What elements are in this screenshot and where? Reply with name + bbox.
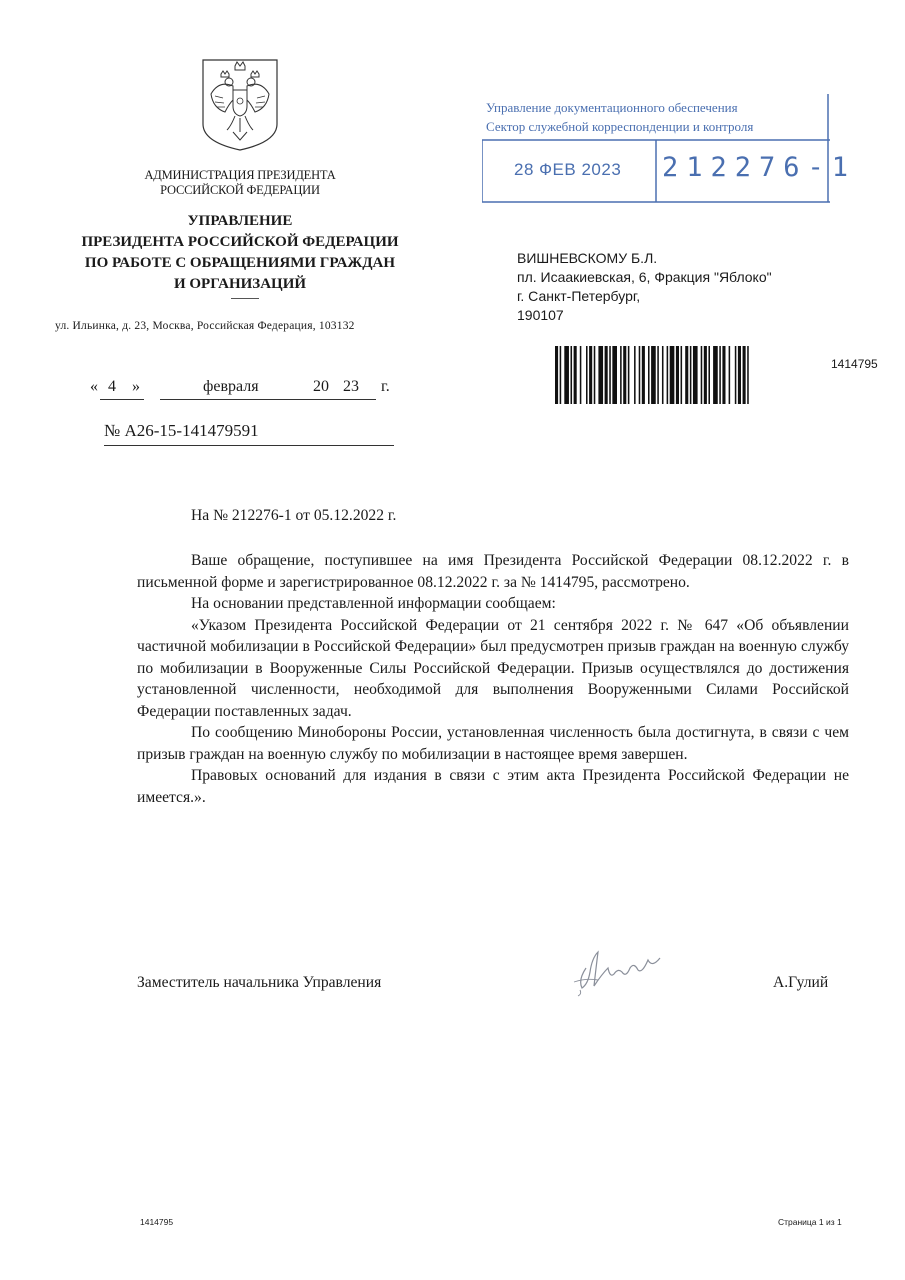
paragraph-5: Правовых оснований для издания в связи с этим акта Президента Российской Федерации не имеется.».: [137, 767, 849, 806]
barcode-bar: [594, 346, 596, 404]
reference-line: На № 212276-1 от 05.12.2022 г.: [191, 507, 397, 524]
barcode-bar: [708, 346, 710, 404]
barcode-bar: [598, 346, 603, 404]
barcode-bar: [670, 346, 675, 404]
date-year-prefix: 20: [313, 378, 329, 395]
barcode-bar: [729, 346, 731, 404]
barcode-bar: [743, 346, 746, 404]
recipient-postal: 190107: [517, 307, 564, 323]
barcode-bar: [713, 346, 718, 404]
barcode-bar: [681, 346, 683, 404]
barcode-bar: [560, 346, 562, 404]
document-number: № А26-15-141479591: [104, 421, 259, 440]
sender-dept-line3: ПО РАБОТЕ С ОБРАЩЕНИЯМИ ГРАЖДАН: [84, 255, 396, 271]
barcode-bar: [685, 346, 688, 404]
barcode-bar: [662, 346, 664, 404]
date-day: 4: [108, 378, 116, 395]
paragraph-3: «Указом Президента Российской Федерации от 21 сентября 2022 г. № 647 «Об объявлении частичной мобилизации в Российской Федерации» был предусмотрен призыв граждан на военную службу по мобилизации в Вооруженные Силы Российской Федерации. Призыв осуществлялся до достижения установленной численности, необходимой для выполнения Вооруженными Силами Российской Федерации поставленных задач.: [137, 616, 849, 720]
paragraph-4: По сообщению Минобороны России, установленная численность была достигнута, в связи с чем призыв граждан на военную службу по мобилизации в настоящее время завершен.: [137, 724, 849, 763]
stamp-number: 212276-1: [662, 152, 857, 183]
handwritten-signature: [568, 938, 678, 998]
date-close-quote: »: [132, 378, 140, 395]
document-date: [90, 378, 410, 402]
coat-of-arms-emblem-icon: [199, 56, 281, 154]
barcode-bar: [657, 346, 659, 404]
barcode-number: 1414795: [831, 357, 878, 371]
recipient-address-line1: пл. Исаакиевская, 6, Фракция "Яблоко": [517, 269, 772, 285]
barcode-bar: [555, 346, 558, 404]
barcode-bar: [747, 346, 749, 404]
sender-admin-line1: АДМИНИСТРАЦИЯ ПРЕЗИДЕНТА: [144, 168, 336, 182]
barcode-bar: [719, 346, 721, 404]
barcode-bar: [642, 346, 645, 404]
barcode-bar: [676, 346, 679, 404]
stamp-date: 28 ФЕВ 2023: [514, 160, 622, 179]
barcode: [555, 346, 823, 404]
barcode-bar: [639, 346, 641, 404]
date-year-unit: г.: [381, 378, 390, 395]
paragraph-1: Ваше обращение, поступившее на имя Президента Российской Федерации 08.12.2022 г. в письменной форме и зарегистрированное 08.12.2022 г. за № 1414795, рассмотрено.: [137, 552, 849, 591]
barcode-bar: [651, 346, 656, 404]
barcode-bar: [701, 346, 703, 404]
barcode-bar: [574, 346, 577, 404]
barcode-bar: [580, 346, 582, 404]
recipient-name: ВИШНЕВСКОМУ Б.Л.: [517, 250, 658, 266]
barcode-bar: [564, 346, 569, 404]
signatory-position: Заместитель начальника Управления: [137, 974, 382, 991]
barcode-bar: [623, 346, 626, 404]
barcode-bar: [609, 346, 611, 404]
barcode-bar: [571, 346, 573, 404]
barcode-bar: [620, 346, 622, 404]
paragraph-2: На основании представленной информации сообщаем:: [191, 595, 556, 612]
sender-admin-line2: РОССИЙСКОЙ ФЕДЕРАЦИИ: [160, 183, 320, 197]
barcode-bar: [612, 346, 617, 404]
barcode-bar: [722, 346, 725, 404]
barcode-bar: [648, 346, 650, 404]
barcode-bar: [667, 346, 669, 404]
footer-page-number: Страница 1 из 1: [778, 1217, 842, 1227]
date-month: февраля: [203, 378, 259, 395]
barcode-bar: [586, 346, 588, 404]
barcode-bar: [589, 346, 592, 404]
sender-dept-line2: ПРЕЗИДЕНТА РОССИЙСКОЙ ФЕДЕРАЦИИ: [81, 234, 399, 250]
barcode-bar: [693, 346, 698, 404]
sender-dept-line4: И ОРГАНИЗАЦИЙ: [173, 276, 307, 292]
barcode-bar: [704, 346, 707, 404]
date-open-quote: «: [90, 378, 98, 395]
barcode-bar: [735, 346, 737, 404]
barcode-bar: [690, 346, 692, 404]
sender-divider: [231, 298, 259, 299]
signatory-name: А.Гулий: [773, 974, 829, 991]
barcode-bar: [628, 346, 630, 404]
barcode-bar: [605, 346, 608, 404]
sender-address: ул. Ильинка, д. 23, Москва, Российская Федерация, 103132: [55, 320, 355, 332]
stamp-line2: Сектор служебной корреспонденции и контроля: [486, 119, 754, 134]
registration-stamp: [482, 94, 857, 204]
footer-document-id: 1414795: [140, 1217, 174, 1227]
recipient-address-line2: г. Санкт-Петербург,: [517, 288, 641, 304]
letter-body: [137, 550, 849, 808]
barcode-bar: [634, 346, 636, 404]
stamp-line1: Управление документационного обеспечения: [486, 100, 738, 115]
sender-dept-line1: УПРАВЛЕНИЕ: [187, 213, 293, 229]
date-year-suffix: 23: [343, 378, 359, 395]
barcode-bar: [738, 346, 741, 404]
